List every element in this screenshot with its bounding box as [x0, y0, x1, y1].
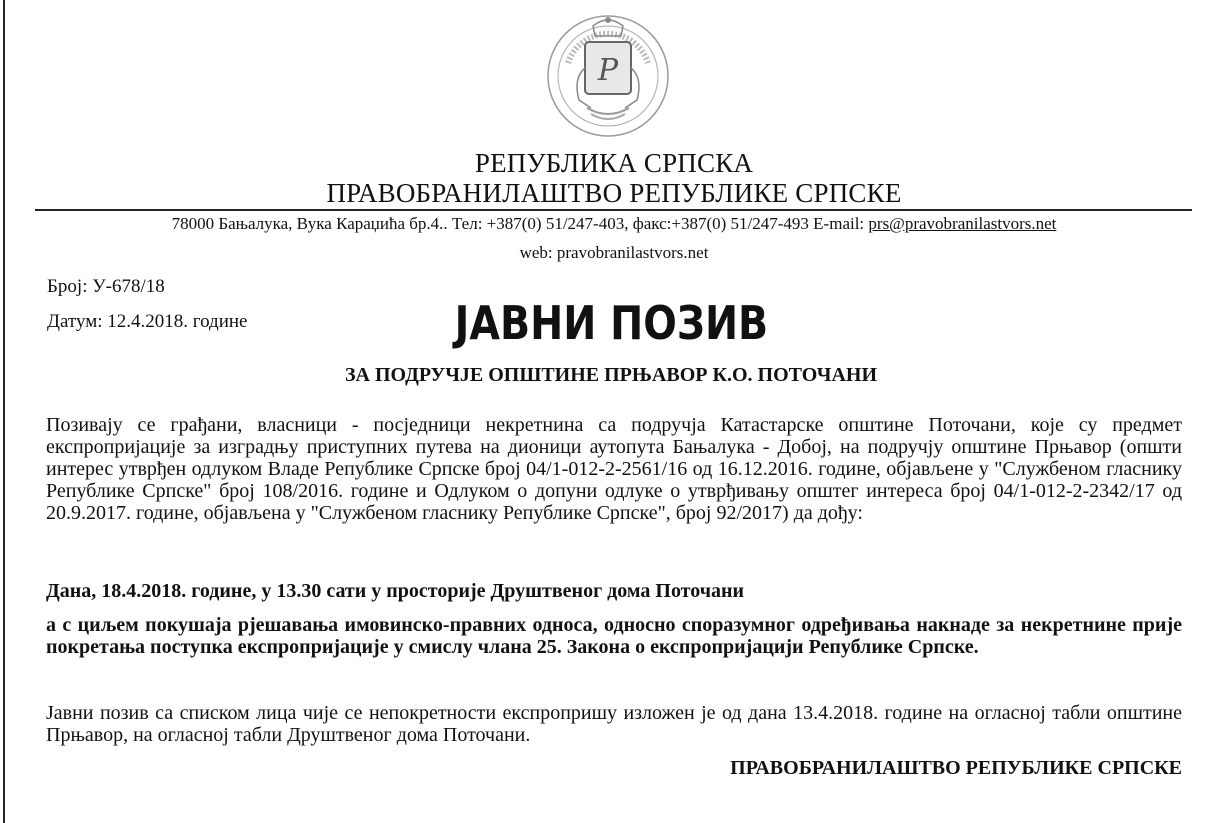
- body-paragraph-purpose: а с циљем покушаја рјешавања имовинско-правних односа, односно споразумног одређивања накнаде за некретнине прије покретања поступка експропријације у смислу члана 25. Закона о експропријацији Републике Српске.: [46, 614, 1182, 658]
- coat-of-arms-seal-icon: [543, 8, 673, 148]
- signature: ПРАВОБРАНИЛАШТВО РЕПУБЛИКЕ СРПСКЕ: [730, 757, 1182, 779]
- header-institution: ПРАВОБРАНИЛАШТВО РЕПУБЛИКЕ СРПСКЕ: [326, 178, 902, 208]
- email-link[interactable]: prs@pravobranilastvors.net: [868, 214, 1057, 233]
- document-number: Број: У-678/18: [47, 276, 165, 297]
- contact-text: 78000 Бањалука, Вука Караџића бр.4.. Тел: +387(0) 51/247-403, факс:+387(0) 51/247-493 E-mail:: [171, 214, 869, 233]
- page-title: ЈАВНИ ПОЗИВ: [454, 296, 769, 350]
- header-republic: РЕПУБЛИКА СРПСКА: [474, 148, 754, 178]
- header-website: web: pravobranilastvors.net: [519, 243, 709, 262]
- page-subtitle: ЗА ПОДРУЧЈЕ ОПШТИНЕ ПРЊАВОР К.О. ПОТОЧАНИ: [344, 364, 878, 386]
- document-date: Датум: 12.4.2018. године: [47, 311, 248, 332]
- header-divider: [35, 209, 1192, 211]
- body-paragraph-invitation: Позивају се грађани, власници - посједници некретнина са подручја Катастарске општине Поточани, које су предмет експропријације за изградњу приступних путева на дионици аутопута Бањалука - Добој, на подручју општине Прњавор (општи интерес утврђен одлуком Владе Републике Српске број 04/1-012-2-2561/16 од 16.12.2016. године, објављене у "Службеном гласнику Републике Српске" број 108/2016. године и Одлуком о допуни одлуке о утврђивању општег интереса број 04/1-012-2-2342/17 од 20.9.2017. године, објављена у "Службеном гласнику Републике Српске", број 92/2017) да дођу:: [46, 414, 1182, 524]
- header-contact: [0, 214, 1222, 234]
- page-border: [3, 0, 5, 823]
- emblem-monogram: P: [597, 53, 619, 88]
- body-paragraph-notice: Јавни позив са списком лица чије се непокретности експропришу изложен је од дана 13.4.2018. године на огласној табли општине Прњавор, на огласној табли Друштвеног дома Поточани.: [46, 702, 1182, 746]
- body-paragraph-date-place: Дана, 18.4.2018. године, у 13.30 сати у просторије Друштвеног дома Поточани: [46, 580, 745, 602]
